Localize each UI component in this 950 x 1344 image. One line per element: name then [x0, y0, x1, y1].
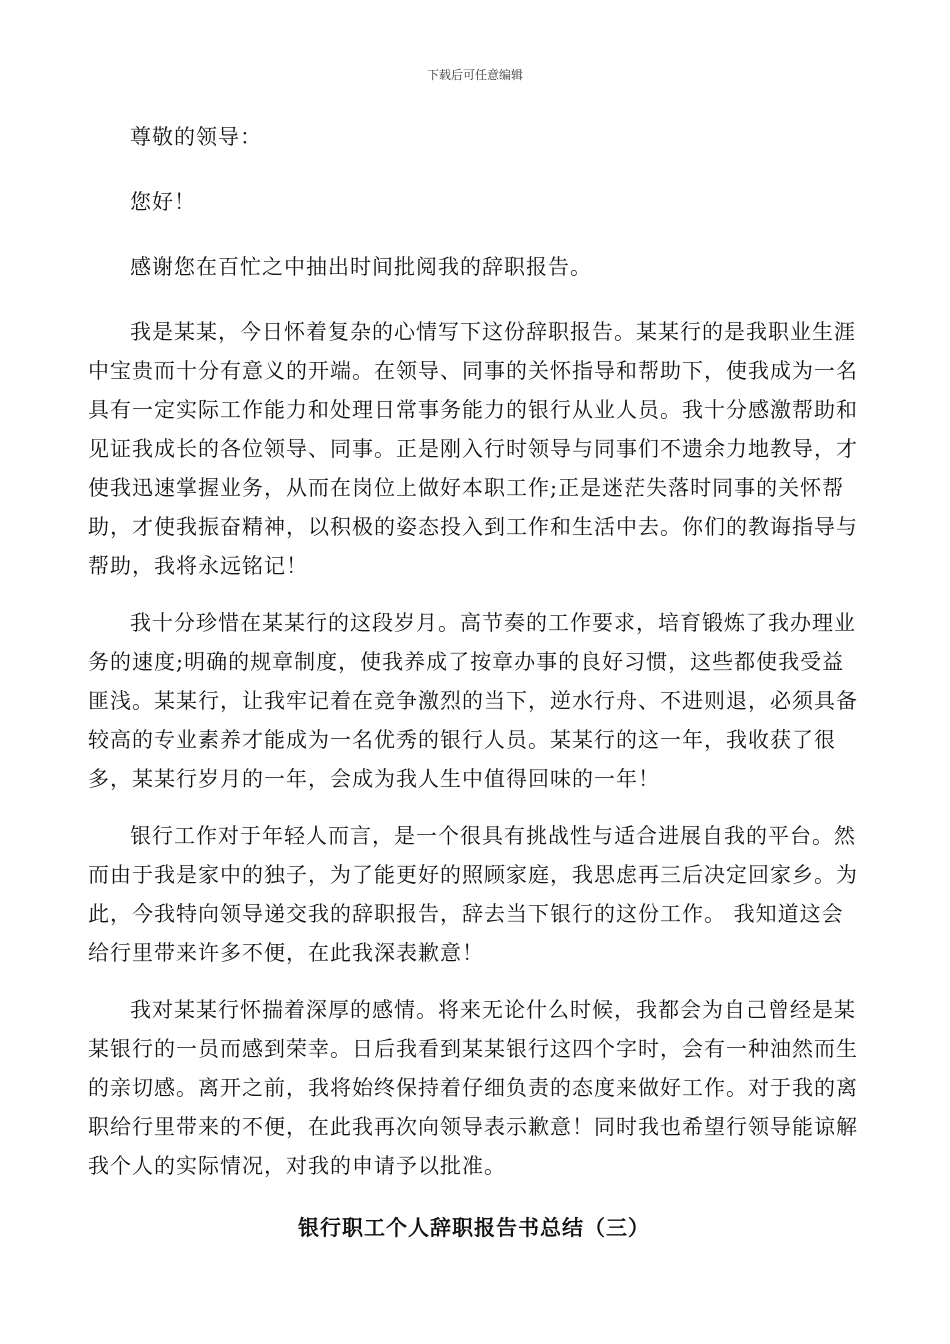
page-header: 下载后可任意编辑	[426, 68, 523, 82]
paragraph-4: 银行工作对于年轻人而言，是一个很具有挑战性与适合进展自我的平台。然而由于我是家中的独子，为了能更好的照顾家庭，我思虑再三后决定回家乡。为此，今我特向领导递交我的辞职报告，辞去当下银行的这份工作。 我知道这会给行里带来许多不便，在此我深表歉意！	[88, 824, 858, 965]
paragraph-5: 我对某某行怀揣着深厚的感情。将来无论什么时候，我都会为自己曾经是某某银行的一员而感到荣幸。日后我看到某某银行这四个字时，会有一种油然而生的亲切感。离开之前，我将始终保持着仔细负责的态度来做好工作。对于我的离职给行里带来的不便，在此我再次向领导表示歉意！同时我也希望行领导能谅解我个人的实际情况，对我的申请予以批准。	[88, 998, 858, 1178]
section-title: 银行职工个人辞职报告书总结（三）	[298, 1216, 650, 1240]
paragraph-3: 我十分珍惜在某某行的这段岁月。高节奏的工作要求，培育锻炼了我办理业务的速度;明确的规章制度，使我养成了按章办事的良好习惯，这些都使我受益匪浅。某某行，让我牢记着在竞争激烈的当下，逆水行舟、不进则退，必须具备较高的专业素养才能成为一名优秀的银行人员。某某行的这一年，我收获了很多，某某行岁月的一年，会成为我人生中值得回味的一年！	[88, 611, 858, 791]
salutation: 尊敬的领导：	[130, 125, 262, 149]
letter-body	[88, 118, 860, 1242]
greeting: 您好！	[130, 190, 196, 214]
paragraph-2: 我是某某，今日怀着复杂的心情写下这份辞职报告。某某行的是我职业生涯中宝贵而十分有意义的开端。在领导、同事的关怀指导和帮助下，使我成为一名具有一定实际工作能力和处理日常事务能力的银行从业人员。我十分感激帮助和见证我成长的各位领导、同事。正是刚入行时领导与同事们不遗余力地教导，才使我迅速掌握业务，从而在岗位上做好本职工作;正是迷茫失落时同事的关怀帮助，才使我振奋精神，以积极的姿态投入到工作和生活中去。你们的教诲指导与帮助，我将永远铭记！	[88, 320, 858, 578]
paragraph-1: 感谢您在百忙之中抽出时间批阅我的辞职报告。	[130, 255, 592, 279]
